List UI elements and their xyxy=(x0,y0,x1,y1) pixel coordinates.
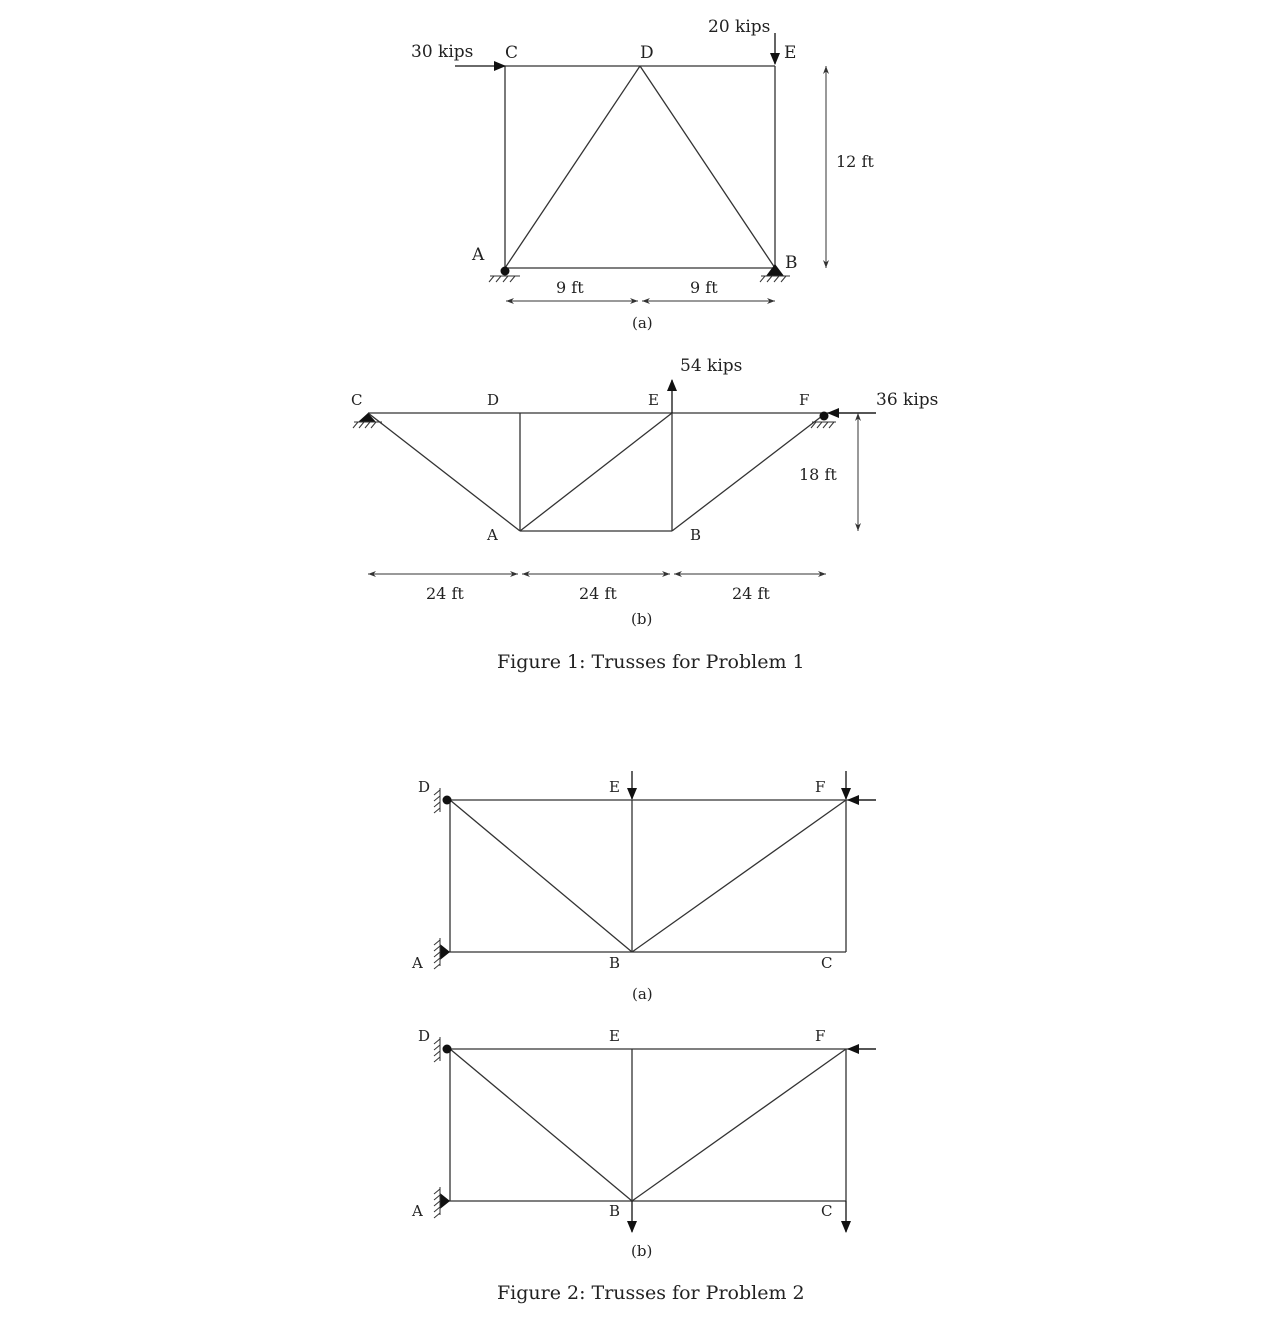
dim-label-span1: 24 ft xyxy=(426,584,464,603)
figure2-caption: Figure 2: Trusses for Problem 2 xyxy=(497,1282,805,1304)
member-CA xyxy=(368,413,520,531)
node-label-D: D xyxy=(640,43,654,63)
node-label-A: A xyxy=(487,526,498,544)
node-label-E: E xyxy=(609,1027,620,1045)
figure1-caption: Figure 1: Trusses for Problem 1 xyxy=(497,651,805,673)
support-A xyxy=(434,1187,450,1218)
dim-label-span2: 24 ft xyxy=(579,584,617,603)
member-DB xyxy=(640,66,775,268)
load-label-54kips: 54 kips xyxy=(680,356,743,376)
dim-label-span3: 24 ft xyxy=(732,584,770,603)
dim-label-height: 18 ft xyxy=(799,465,837,484)
node-label-C: C xyxy=(821,954,833,972)
load-label-20kips: 20 kips xyxy=(708,17,771,37)
member-AE xyxy=(520,413,672,531)
dim-label-left-span: 9 ft xyxy=(556,278,584,297)
node-label-E: E xyxy=(609,778,620,796)
support-D xyxy=(434,1037,452,1062)
figure1-truss-a xyxy=(411,17,874,332)
sublabel-2a: (a) xyxy=(632,985,653,1003)
node-label-B: B xyxy=(690,526,702,544)
figure2-truss-b xyxy=(411,1027,876,1260)
node-label-A: A xyxy=(412,954,423,972)
node-label-F: F xyxy=(815,778,826,796)
node-label-D: D xyxy=(418,1027,431,1045)
support-A xyxy=(434,938,450,969)
support-D xyxy=(434,788,452,813)
sublabel-1b: (b) xyxy=(631,610,653,628)
support-F xyxy=(811,412,836,429)
figure1-truss-b xyxy=(351,356,938,628)
figure2-truss-a xyxy=(411,771,876,1003)
node-label-A: A xyxy=(472,245,485,265)
dim-label-right-span: 9 ft xyxy=(690,278,718,297)
member-BF xyxy=(632,1049,846,1201)
member-DB xyxy=(450,800,632,952)
node-label-D: D xyxy=(418,778,431,796)
load-label-36kips: 36 kips xyxy=(876,390,939,410)
member-BF xyxy=(632,800,846,952)
sublabel-1a: (a) xyxy=(632,314,653,332)
node-label-F: F xyxy=(799,391,810,409)
dim-label-height: 12 ft xyxy=(836,152,874,171)
node-label-C: C xyxy=(505,43,519,63)
node-label-E: E xyxy=(784,43,797,63)
sublabel-2b: (b) xyxy=(631,1242,653,1260)
support-A xyxy=(489,267,520,283)
node-label-B: B xyxy=(609,1202,621,1220)
node-label-C: C xyxy=(821,1202,833,1220)
member-DB xyxy=(450,1049,632,1201)
node-label-F: F xyxy=(815,1027,826,1045)
node-label-B: B xyxy=(609,954,621,972)
node-label-C: C xyxy=(351,391,363,409)
node-label-B: B xyxy=(785,253,798,273)
node-label-E: E xyxy=(648,391,659,409)
load-label-30kips: 30 kips xyxy=(411,42,474,62)
node-label-A: A xyxy=(412,1202,423,1220)
member-AD xyxy=(505,66,640,268)
node-label-D: D xyxy=(487,391,500,409)
